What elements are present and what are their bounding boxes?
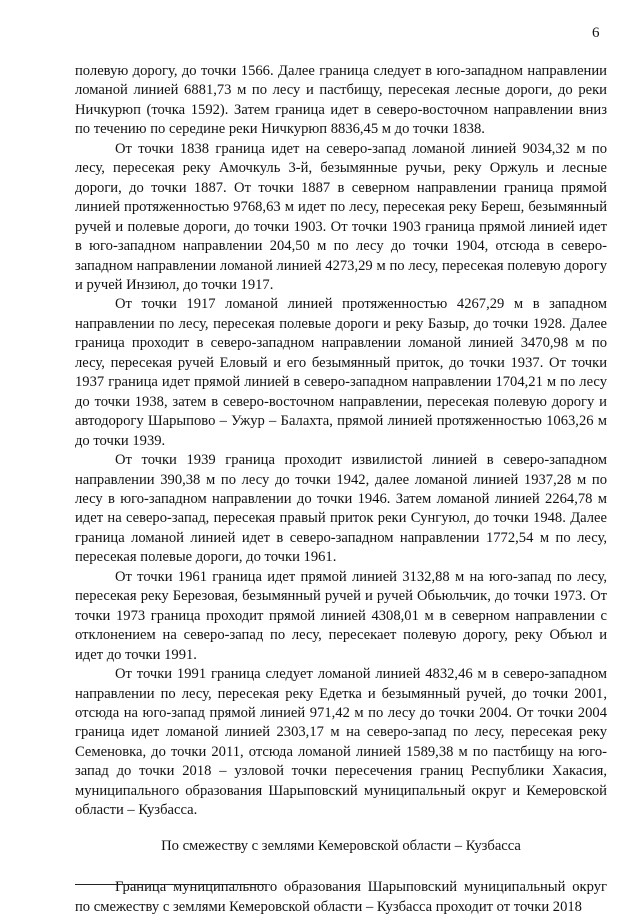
section-paragraph: Граница муниципального образования Шарыповский муниципальный округ по смежеству с землями Кемеровской области – Кузбасса проходит от точки 2018 [75,879,607,915]
document-body [75,62,607,917]
paragraph: полевую дорогу, до точки 1566. Далее граница следует в юго-западном направлении ломаной линией 6881,73 м по лесу и пастбищу, пересекая лесные дороги, до реки Ничкурюп (точка 1592). Затем граница идет в северо-восточном направлении вниз по течению по середине реки Ничкурюп 8836,45 м до точки 1838. [75,63,607,138]
section-heading: По смежеству с землями Кемеровской области – Кузбасса [161,837,521,854]
paragraph: От точки 1838 граница идет на северо-запад ломаной линией 9034,32 м по лесу, пересекая реку Амочкуль 3-й, безымянные ручьи, реку Оржуль и лесные дороги, до точки 1887. От точки 1887 в северном направлении граница прямой линией протяженностью 9768,63 м идет по лесу, пересекая реку Береш, безымянный ручей и полевые дороги, до точки 1903. От точки 1903 граница прямой линией идет в юго-западном направлении 204,50 м по лесу до точки 1904, отсюда в северо-западном направлении ломаной линией 4273,29 м по лесу, пересекая полевую дорогу и ручей Инзиюл, до точки 1917. [75,140,607,293]
footnote-separator [75,884,265,885]
paragraph: От точки 1917 ломаной линией протяженностью 4267,29 м в западном направлении по лесу, пересекая полевые дороги и реку Базыр, до точки 1928. Далее граница проходит в северо-западном направлении ломаной линией 3470,98 м по лесу, пересекая ручей Еловый и его безымянный приток, до точки 1937. От точки 1937 граница идет прямой линией в северо-западном направлении 1704,21 м по лесу до точки 1938, затем в северо-восточном направлении, пересекая полевую дорогу и автодорогу Шарыпово – Ужур – Балахта, прямой линией протяженностью 1063,26 м до точки 1939. [75,296,607,449]
paragraph: От точки 1961 граница идет прямой линией 3132,88 м на юго-запад по лесу, пересекая реку Березовая, безымянный ручей и ручей Обьюльчик, до точки 1973. От точки 1973 граница проходит прямой линией 4308,01 м в северном направлении с отклонением на северо-запад по лесу, пересекает полевую дорогу, реку Объюл и идет до точки 1991. [75,568,607,663]
page-number: 6 [592,25,600,41]
paragraph: От точки 1991 граница следует ломаной линией 4832,46 м в северо-западном направлении по лесу, пересекая реку Едетка и безымянный ручей, до точки 2001, отсюда на юго-запад прямой линией 971,42 м по лесу до точки 2004. От точки 2004 граница идет ломаной линией 2303,17 м на северо-запад по лесу, пересекая реку Семеновка, до точки 2011, отсюда ломаной линией 1589,38 м по пастбищу на юго-запад до точки 2018 – узловой точки пересечения границ Республики Хакасия, муниципального образования Шарыповский муниципальный округ и Кемеровской области – Кузбасса. [75,666,607,819]
paragraph: От точки 1939 граница проходит извилистой линией в северо-западном направлении 390,38 м по лесу до точки 1942, далее ломаной линией 1937,28 м по лесу в юго-западном направлении до точки 1946. Затем ломаной линией 2264,78 м идет на северо-запад, пересекая правый приток реки Сунгуюл, до точки 1948. Далее граница ломаной линией идет в северо-западном направлении 1772,54 м по лесу, пересекая полевые дороги, до точки 1961. [75,452,607,566]
